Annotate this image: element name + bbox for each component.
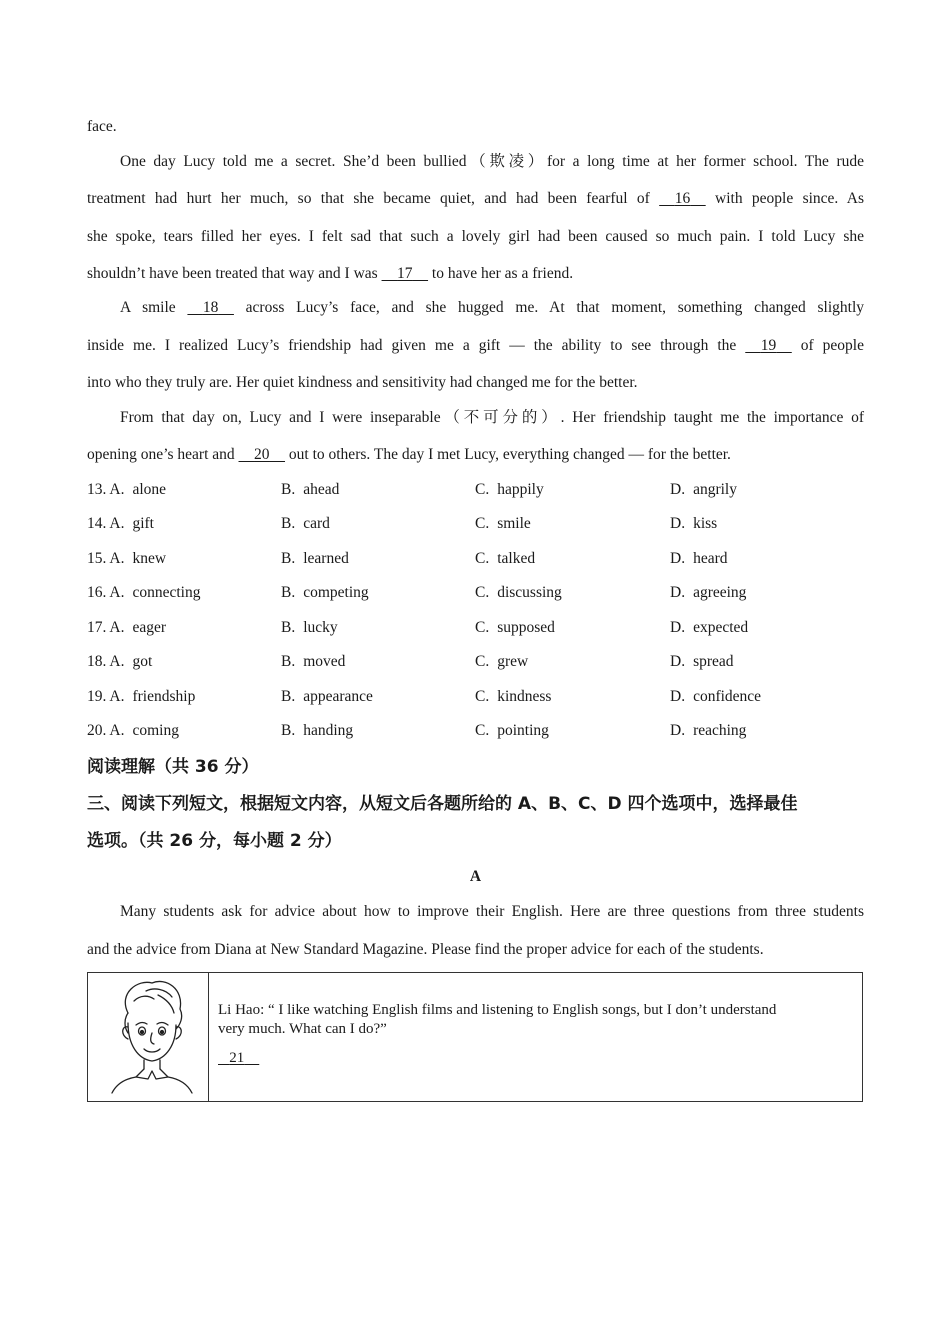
option-choice[interactable]: [281, 514, 330, 534]
option-text: knew: [132, 550, 167, 567]
option-text: agreeing: [693, 584, 747, 601]
option-choice[interactable]: [281, 687, 373, 707]
blank-18[interactable]: [187, 298, 234, 318]
option-letter: 14. A.: [87, 515, 125, 532]
text: shouldn’t have been treated that way and I was: [87, 265, 378, 282]
option-text: handing: [303, 722, 354, 739]
instruction-line: 三、阅读下列短文，根据短文内容，从短文后各题所给的 A、B、C、D 四个选项中，选择最佳: [87, 794, 798, 814]
passage-line: From that day on, Lucy and I were inseparable（不可分的）. Her friendship taught me the importance of: [120, 409, 864, 426]
option-letter: B.: [281, 688, 296, 705]
option-choice[interactable]: [670, 687, 761, 707]
option-letter: B.: [281, 481, 296, 498]
blank-17[interactable]: [382, 264, 429, 284]
option-choice[interactable]: [87, 652, 152, 672]
option-text: moved: [303, 653, 346, 670]
option-row: [87, 652, 864, 672]
option-choice[interactable]: [475, 549, 535, 569]
option-letter: 18. A.: [87, 653, 125, 670]
option-choice[interactable]: [475, 618, 555, 638]
option-choice[interactable]: [281, 721, 353, 741]
text: A smile: [120, 299, 176, 316]
option-letter: D.: [670, 584, 686, 601]
question-text: very much. What can I do?”: [218, 1021, 387, 1037]
option-text: ahead: [303, 481, 340, 498]
option-letter: C.: [475, 550, 490, 567]
option-choice[interactable]: [87, 514, 154, 534]
text: with people since. As: [715, 190, 865, 207]
option-text: grew: [497, 653, 529, 670]
option-letter: B.: [281, 550, 296, 567]
option-letter: D.: [670, 688, 686, 705]
option-letter: C.: [475, 688, 490, 705]
intro-line: Many students ask for advice about how to improve their English. Here are three questions from three students: [120, 903, 864, 920]
passage-line: she spoke, tears filled her eyes. I felt sad that such a lovely girl had been caused so much pain. I told Lucy she: [87, 228, 864, 245]
answer-line[interactable]: [218, 1049, 848, 1068]
option-letter: 19. A.: [87, 688, 125, 705]
option-text: coming: [132, 722, 179, 739]
option-text: eager: [132, 619, 167, 636]
option-choice[interactable]: [670, 652, 734, 672]
boy-portrait-icon: [88, 973, 206, 1099]
option-choice[interactable]: [87, 549, 166, 569]
option-text: talked: [497, 550, 536, 567]
option-choice[interactable]: [475, 583, 562, 603]
option-choice[interactable]: [281, 652, 345, 672]
option-letter: D.: [670, 722, 686, 739]
option-text: alone: [132, 481, 167, 498]
option-row: [87, 480, 864, 500]
option-letter: 15. A.: [87, 550, 125, 567]
option-text: competing: [303, 584, 369, 601]
blank-19[interactable]: [745, 336, 792, 356]
option-choice[interactable]: [475, 652, 528, 672]
option-choice[interactable]: [475, 480, 544, 500]
option-row: [87, 514, 864, 534]
option-text: spread: [693, 653, 734, 670]
option-row: [87, 687, 864, 707]
option-letter: B.: [281, 584, 296, 601]
option-choice[interactable]: [87, 687, 195, 707]
option-text: appearance: [303, 688, 373, 705]
option-choice[interactable]: [670, 618, 748, 638]
option-choice[interactable]: [87, 721, 179, 741]
option-row: [87, 618, 864, 638]
option-text: connecting: [132, 584, 201, 601]
passage-line: [87, 189, 864, 209]
text: inside me. I realized Lucy’s friendship had given me a gift — the ability to see through the: [87, 337, 737, 354]
text: opening one’s heart and: [87, 446, 235, 463]
option-text: pointing: [497, 722, 549, 739]
option-text: lucky: [303, 619, 338, 636]
option-letter: 20. A.: [87, 722, 125, 739]
instruction-line: 选项。（共 26 分，每小题 2 分）: [87, 831, 342, 851]
option-letter: C.: [475, 722, 490, 739]
text: of people: [800, 337, 864, 354]
passage-line: [87, 264, 864, 284]
option-letter: C.: [475, 653, 490, 670]
option-letter: D.: [670, 550, 686, 567]
option-choice[interactable]: [281, 549, 349, 569]
option-letter: B.: [281, 722, 296, 739]
option-text: reaching: [693, 722, 747, 739]
option-text: gift: [132, 515, 154, 532]
passage-line: face.: [87, 118, 117, 135]
option-text: kiss: [693, 515, 718, 532]
text: across Lucy’s face, and she hugged me. At that moment, something changed slightly: [245, 299, 865, 316]
option-choice[interactable]: [87, 480, 166, 500]
option-text: learned: [303, 550, 349, 567]
option-letter: C.: [475, 619, 490, 636]
option-text: supposed: [497, 619, 555, 636]
blank-number: 20: [254, 446, 270, 463]
option-choice[interactable]: [475, 687, 551, 707]
text: out to others. The day I met Lucy, everything changed — for the better.: [288, 446, 731, 463]
passage-line: into who they truly are. Her quiet kindness and sensitivity had changed me for the better.: [87, 374, 638, 391]
option-letter: 17. A.: [87, 619, 125, 636]
option-text: heard: [693, 550, 728, 567]
option-choice[interactable]: [281, 618, 338, 638]
option-text: discussing: [497, 584, 562, 601]
blank-number: 17: [397, 265, 413, 282]
passage-line: One day Lucy told me a secret. She’d been bullied（欺凌）for a long time at her former school. The rude: [120, 153, 864, 170]
option-letter: C.: [475, 481, 490, 498]
blank-20[interactable]: [239, 445, 286, 465]
option-choice[interactable]: [670, 514, 717, 534]
option-choice[interactable]: [670, 549, 728, 569]
option-letter: B.: [281, 653, 296, 670]
option-choice[interactable]: [670, 480, 737, 500]
blank-number: 19: [760, 337, 777, 354]
option-choice[interactable]: [281, 583, 369, 603]
student-picture-cell: [88, 973, 209, 1101]
option-letter: D.: [670, 515, 686, 532]
student-question-cell: [218, 1001, 848, 1068]
option-row: [87, 721, 864, 741]
option-choice[interactable]: [670, 583, 746, 603]
text: treatment had hurt her much, so that she became quiet, and had been fearful of: [87, 190, 650, 207]
option-text: expected: [693, 619, 749, 636]
passage-line: [87, 336, 864, 356]
option-letter: B.: [281, 515, 296, 532]
part-heading: A: [469, 868, 482, 885]
blank-number: 16: [674, 190, 691, 207]
option-text: confidence: [693, 688, 762, 705]
option-text: got: [132, 653, 153, 670]
option-choice[interactable]: [281, 480, 339, 500]
blank-16[interactable]: [659, 189, 706, 209]
option-letter: 13. A.: [87, 481, 125, 498]
question-text: Li Hao: “ I like watching English films and listening to English songs, but I don’t understand: [218, 1002, 777, 1018]
option-choice[interactable]: [475, 514, 531, 534]
option-choice[interactable]: [475, 721, 549, 741]
option-text: card: [303, 515, 330, 532]
option-text: smile: [497, 515, 531, 532]
option-choice[interactable]: [87, 583, 200, 603]
option-text: angrily: [693, 481, 737, 498]
blank-21[interactable]: [218, 1049, 259, 1068]
option-choice[interactable]: [670, 721, 746, 741]
passage-line: [87, 298, 864, 318]
passage-line: [87, 445, 864, 465]
option-letter: D.: [670, 653, 686, 670]
section-title: 阅读理解（共 36 分）: [87, 757, 259, 777]
option-letter: 16. A.: [87, 584, 125, 601]
option-text: kindness: [497, 688, 552, 705]
option-row: [87, 583, 864, 603]
intro-line: and the advice from Diana at New Standard Magazine. Please find the proper advice for each of the students.: [87, 941, 764, 958]
blank-number: 18: [202, 299, 219, 316]
option-letter: C.: [475, 515, 490, 532]
option-letter: D.: [670, 481, 686, 498]
option-letter: B.: [281, 619, 296, 636]
option-text: friendship: [132, 688, 196, 705]
text: to have her as a friend.: [431, 265, 574, 282]
option-text: happily: [497, 481, 544, 498]
blank-number: 21: [229, 1050, 245, 1066]
option-row: [87, 549, 864, 569]
option-letter: C.: [475, 584, 490, 601]
advice-table: [87, 972, 863, 1102]
option-letter: D.: [670, 619, 686, 636]
option-choice[interactable]: [87, 618, 166, 638]
